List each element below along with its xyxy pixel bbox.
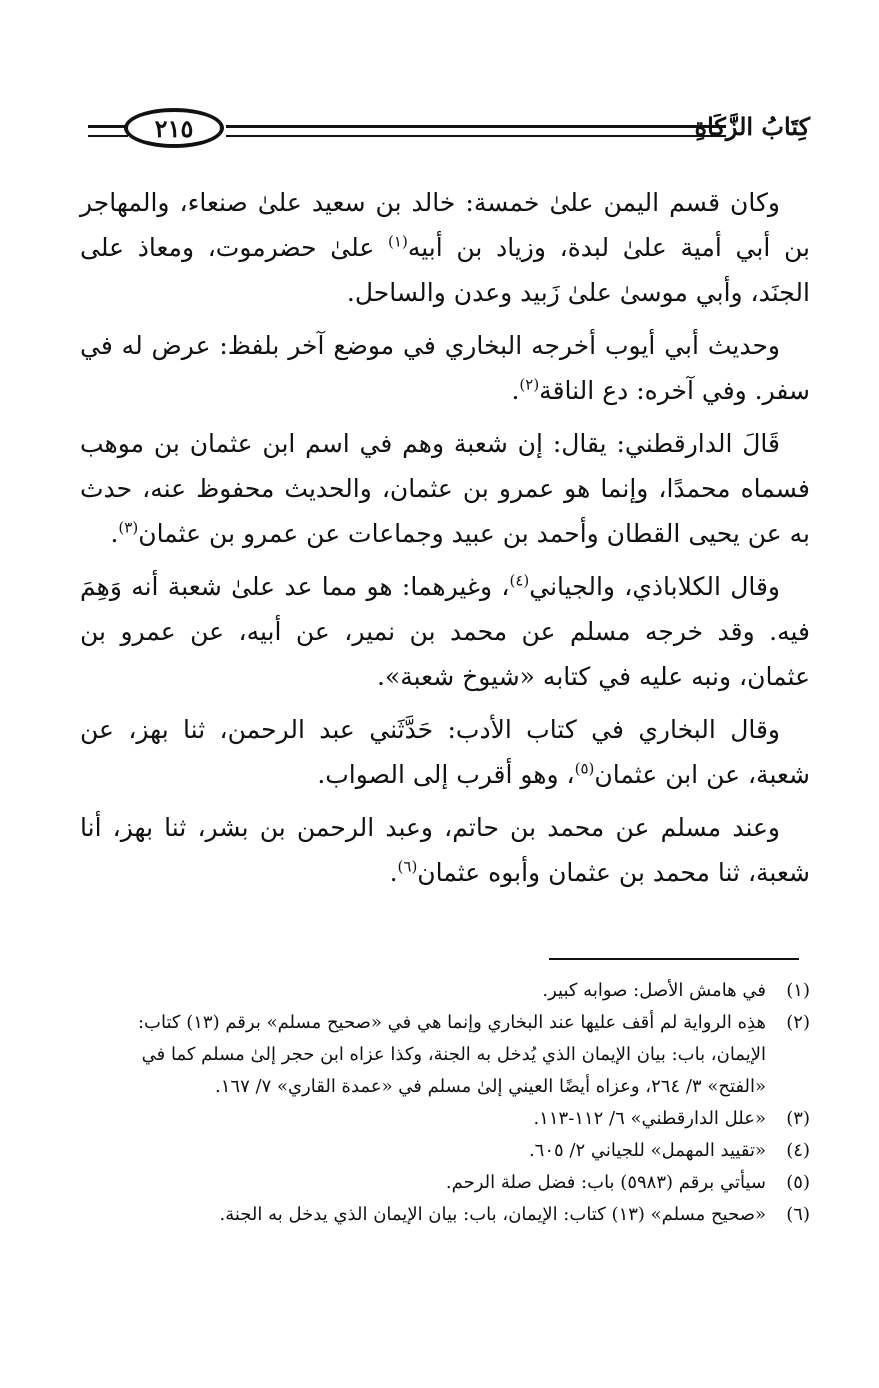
footnotes — [80, 975, 810, 1231]
paragraph: وقال البخاري في كتاب الأدب: حَدَّثَني عبد الرحمن، ثنا بهز، عن شعبة، عن ابن عثمان$^{(٥)}$، وهو أقرب إلى الصواب. — [80, 715, 810, 789]
footnote-number: (٤) — [786, 1140, 810, 1161]
paragraph: وكان قسم اليمن علىٰ خمسة: خالد بن سعيد علىٰ صنعاء، والمهاجر بن أبي أمية علىٰ لبدة، وزياد بن أبيه$^{(١)}$ علىٰ حضرموت، ومعاذ على الجنَد، وأبي موسىٰ علىٰ زَبيد وعدن والساحل. — [80, 188, 810, 307]
footnote — [80, 1103, 810, 1135]
footnote-ref: (٢) — [519, 375, 540, 394]
footnote-divider — [549, 958, 799, 960]
paragraph: وحديث أبي أيوب أخرجه البخاري في موضع آخر بلفظ: عرض له في سفر. وفي آخره: دع الناقة$^{(٢)}$. — [80, 331, 810, 405]
running-title: كِتَابُ الزَّكَاةِ — [694, 112, 810, 141]
footnote-text: هذِه الرواية لم أقف عليها عند البخاري وإنما هي في «صحيح مسلم» برقم (١٣) كتاب: الإيمان، باب: بيان الإيمان الذي يُدخل به الجنة، وكذا عزاه ابن حجر إلىٰ مسلم كما في «الفتح» ٣/ ٢٦٤، وعزاه أيضًا العيني إلىٰ مسلم في «عمدة القاري» ٧/ ١٦٧. — [137, 1012, 766, 1097]
footnote-ref: (٥) — [574, 759, 595, 778]
footnote-ref: (١) — [388, 232, 408, 251]
footnote-text: في هامش الأصل: صوابه كبير. — [542, 980, 766, 1001]
header-rule-end — [88, 125, 128, 137]
footnote-text: «صحيح مسلم» (١٣) كتاب: الإيمان، باب: بيان الإيمان الذي يدخل به الجنة. — [219, 1204, 766, 1225]
page-header — [88, 108, 810, 154]
footnote — [80, 1199, 810, 1231]
paragraph: وقال الكلاباذي، والجياني$^{(٤)}$، وغيرهما: هو مما عد علىٰ شعبة أنه وَهِمَ فيه. وقد خرجه مسلم عن محمد بن نمير، عن أبيه، عن عمرو بن عثمان، ونبه عليه في كتابه «شيوخ شعبة». — [80, 571, 810, 691]
page-number: ٢١٥ — [124, 108, 224, 148]
footnote — [80, 1135, 810, 1167]
footnote — [80, 1167, 810, 1199]
paragraph: قَالَ الدارقطني: يقال: إن شعبة وهم في اسم ابن عثمان بن موهب فسماه محمدًا، وإنما هو عمرو بن عثمان، والحديث محفوظ عنه، حدث به عن يحيى القطان وأحمد بن عبيد وجماعات عن عمرو بن عثمان$^{(٣)}$. — [80, 429, 810, 548]
footnote-number: (٢) — [786, 1012, 810, 1033]
footnote — [80, 1007, 810, 1103]
footnote-ref: (٤) — [509, 571, 530, 590]
footnote-text: سيأتي برقم (٥٩٨٣) باب: فضل صلة الرحم. — [445, 1172, 766, 1193]
footnote — [80, 975, 810, 1007]
footnote-number: (٦) — [786, 1204, 810, 1225]
footnote-number: (١) — [786, 980, 810, 1001]
header-rule — [226, 125, 726, 137]
footnote-text: «تقييد المهمل» للجياني ٢/ ٦٠٥. — [528, 1140, 766, 1161]
footnote-ref: (٣) — [118, 518, 139, 537]
footnote-number: (٥) — [786, 1172, 810, 1193]
paragraph: وعند مسلم عن محمد بن حاتم، وعبد الرحمن بن بشر، ثنا بهز، أنا شعبة، ثنا محمد بن عثمان وأبوه عثمان$^{(٦)}$. — [80, 813, 810, 887]
footnote-text: «علل الدارقطني» ٦/ ١١٢-١١٣. — [533, 1108, 766, 1129]
footnote-number: (٣) — [786, 1108, 810, 1129]
main-text — [80, 180, 810, 903]
footnote-ref: (٦) — [397, 857, 418, 876]
